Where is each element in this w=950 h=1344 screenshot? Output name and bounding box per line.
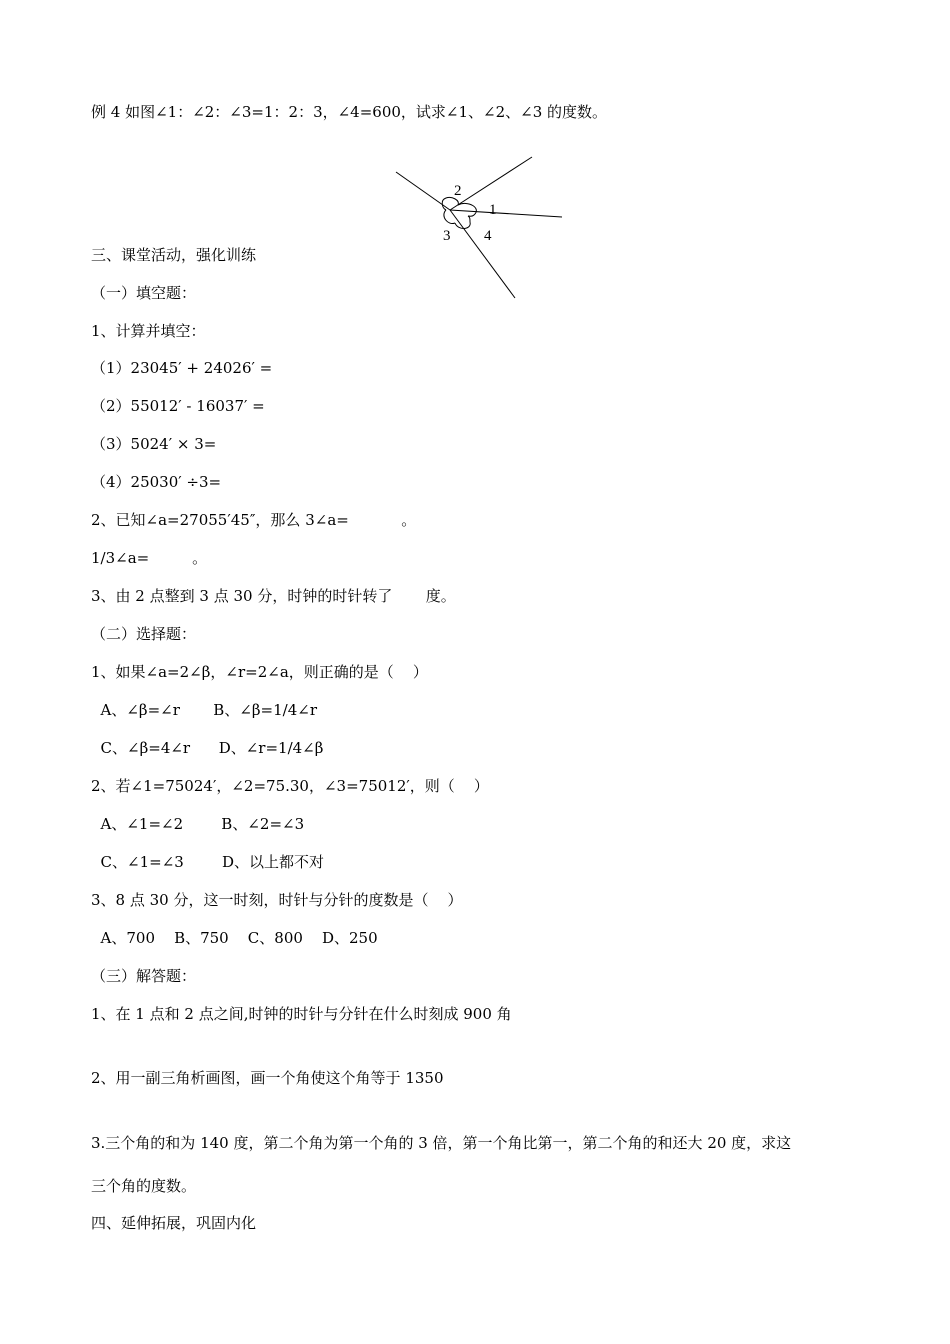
example-4-question: 例 4 如图∠1：∠2：∠3=1：2：3，∠4=600，试求∠1、∠2、∠3 的度数。 [91, 103, 608, 121]
choice-q1-options-cd: C、∠β=4∠r D、∠r=1/4∠β [91, 739, 324, 757]
choice-heading: （二）选择题： [91, 625, 197, 643]
fill-q1-part3: （3）5024′ × 3= [91, 435, 217, 453]
angle-figure [388, 150, 568, 302]
ray-right [450, 210, 562, 217]
fill-in-heading: （一）填空题： [91, 284, 197, 302]
angle-label-3: 3 [443, 228, 451, 244]
fill-q3: 3、由 2 点整到 3 点 30 分，时钟的时针转了 度。 [91, 587, 456, 605]
choice-q3: 3、8 点 30 分，这一时刻，时针与分针的度数是（ ） [91, 891, 463, 909]
fill-q1-part1: （1）23045′ + 24026′ = [91, 359, 273, 377]
solve-q2: 2、用一副三角析画图，画一个角使这个角等于 1350 [91, 1069, 444, 1087]
choice-q1: 1、如果∠a=2∠β，∠r=2∠a，则正确的是（ ） [91, 663, 428, 681]
angle-label-1: 1 [489, 202, 497, 218]
arc-angle-2 [442, 197, 458, 210]
fill-q1-part4: （4）25030′ ÷3= [91, 473, 222, 491]
choice-q1-options-ab: A、∠β=∠r B、∠β=1/4∠r [91, 701, 318, 719]
choice-q3-options: A、700 B、750 C、800 D、250 [91, 929, 378, 947]
section-4-heading: 四、延伸拓展，巩固内化 [91, 1214, 257, 1232]
angle-label-2: 2 [454, 183, 462, 199]
fill-q1: 1、计算并填空： [91, 322, 206, 340]
arc-angle-1 [458, 203, 476, 216]
solve-q3: 3.三个角的和为 140 度，第二个角为第一个角的 3 倍，第一个角比第一，第二个角的和还大 20 度，求这 [91, 1134, 792, 1152]
choice-q2-options-ab: A、∠1=∠2 B、∠2=∠3 [91, 815, 305, 833]
section-3-heading: 三、课堂活动，强化训练 [91, 246, 257, 264]
solve-heading: （三）解答题： [91, 967, 197, 985]
angle-label-4: 4 [484, 228, 492, 244]
choice-q2-options-cd: C、∠1=∠3 D、以上都不对 [91, 853, 324, 871]
fill-q1-part2: （2）55012′ - 16037′ = [91, 397, 265, 415]
fill-q2: 2、已知∠a=27055′45″，那么 3∠a= 。 [91, 511, 417, 529]
choice-q2: 2、若∠1=75024′，∠2=75.30，∠3=75012′，则（ ） [91, 777, 489, 795]
solve-q1: 1、在 1 点和 2 点之间,时钟的时针与分针在什么时刻成 900 角 [91, 1005, 512, 1023]
fill-q2-cont: 1/3∠a= 。 [91, 549, 208, 567]
arc-angle-3 [444, 210, 455, 224]
solve-q3-cont: 三个角的度数。 [91, 1177, 197, 1195]
ray-lower-right [450, 210, 515, 298]
